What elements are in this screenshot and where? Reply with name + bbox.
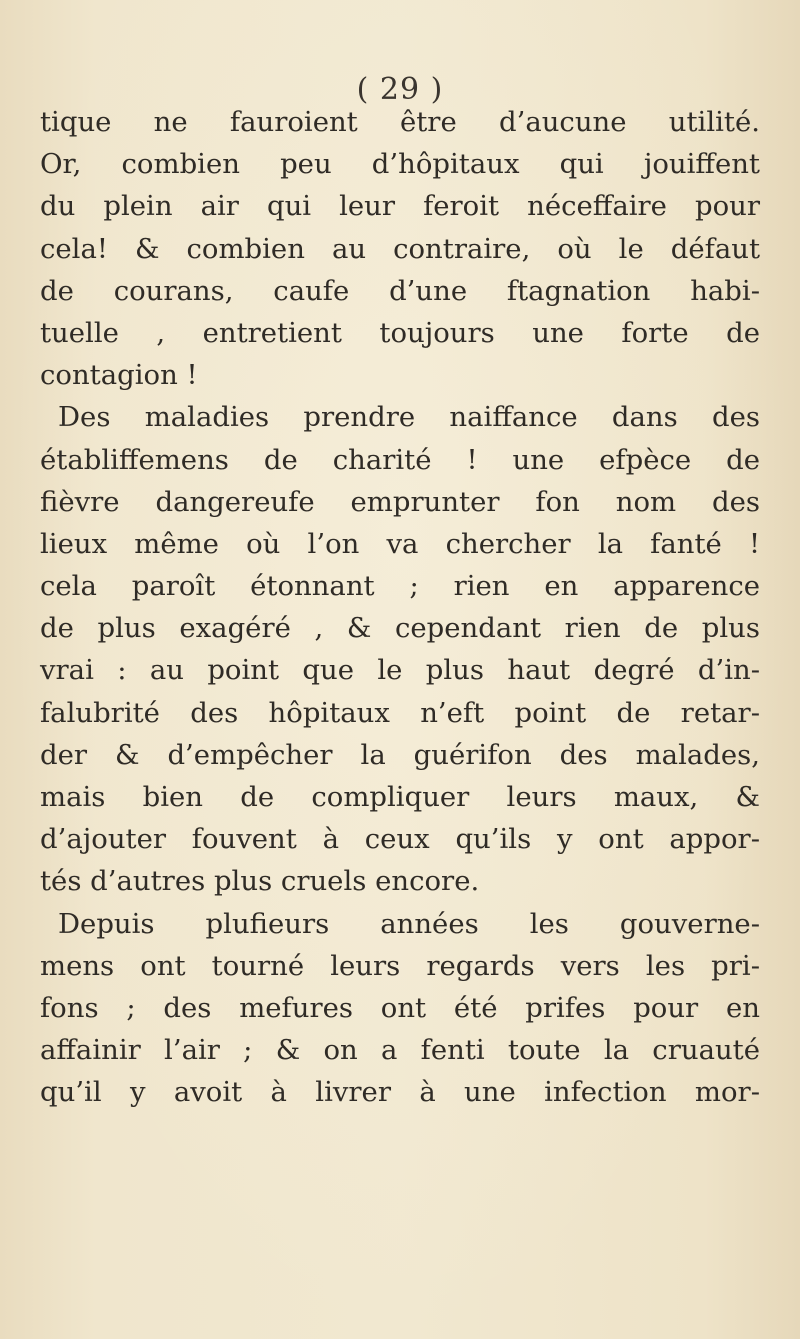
- text-line: der & d’empêcher la guérifon des malades,: [40, 738, 760, 771]
- text-line: tuelle , entretient toujours une forte de: [40, 316, 760, 349]
- paragraph-start-line: Des maladies prendre naiffance dans des: [58, 401, 760, 434]
- page-number: ( 29 ): [356, 72, 444, 107]
- text-line: contagion !: [40, 359, 198, 392]
- text-line: mens ont tourné leurs regards vers les pri-: [40, 949, 760, 982]
- text-line: tique ne fauroient être d’aucune utilité.: [40, 106, 760, 138]
- text-line: qu’il y avoit à livrer à une infection mor-: [40, 1076, 760, 1109]
- text-line: cela! & combien au contraire, où le défaut: [40, 232, 760, 265]
- text-line: mais bien de compliquer leurs maux, &: [40, 781, 760, 813]
- text-line: affainir l’air ; & on a fenti toute la cruauté: [40, 1034, 760, 1067]
- text-line: établiffemens de charité ! une efpèce de: [40, 443, 760, 476]
- text-line: fièvre dangereufe emprunter fon nom des: [40, 485, 760, 518]
- text-line: du plein air qui leur feroit néceffaire pour: [40, 190, 760, 223]
- paragraph-start-line: Depuis plufieurs années les gouverne-: [58, 907, 760, 940]
- text-line: fons ; des mefures ont été prifes pour en: [40, 991, 760, 1024]
- text-line: tés d’autres plus cruels encore.: [40, 865, 480, 898]
- text-line: falubrité des hôpitaux n’eft point de retar-: [40, 696, 760, 729]
- text-line: Or, combien peu d’hôpitaux qui jouiffent: [40, 148, 760, 181]
- page-body: [40, 101, 760, 1114]
- text-line: vrai : au point que le plus haut degré d’in-: [40, 654, 760, 687]
- text-line: d’ajouter fouvent à ceux qu’ils y ont appor-: [40, 823, 760, 856]
- text-line: de courans, caufe d’une ftagnation habi-: [40, 274, 760, 307]
- text-line: cela paroît étonnant ; rien en apparence: [40, 570, 760, 603]
- text-line: de plus exagéré , & cependant rien de plus: [40, 612, 760, 645]
- text-line: lieux même où l’on va chercher la fanté !: [40, 527, 760, 560]
